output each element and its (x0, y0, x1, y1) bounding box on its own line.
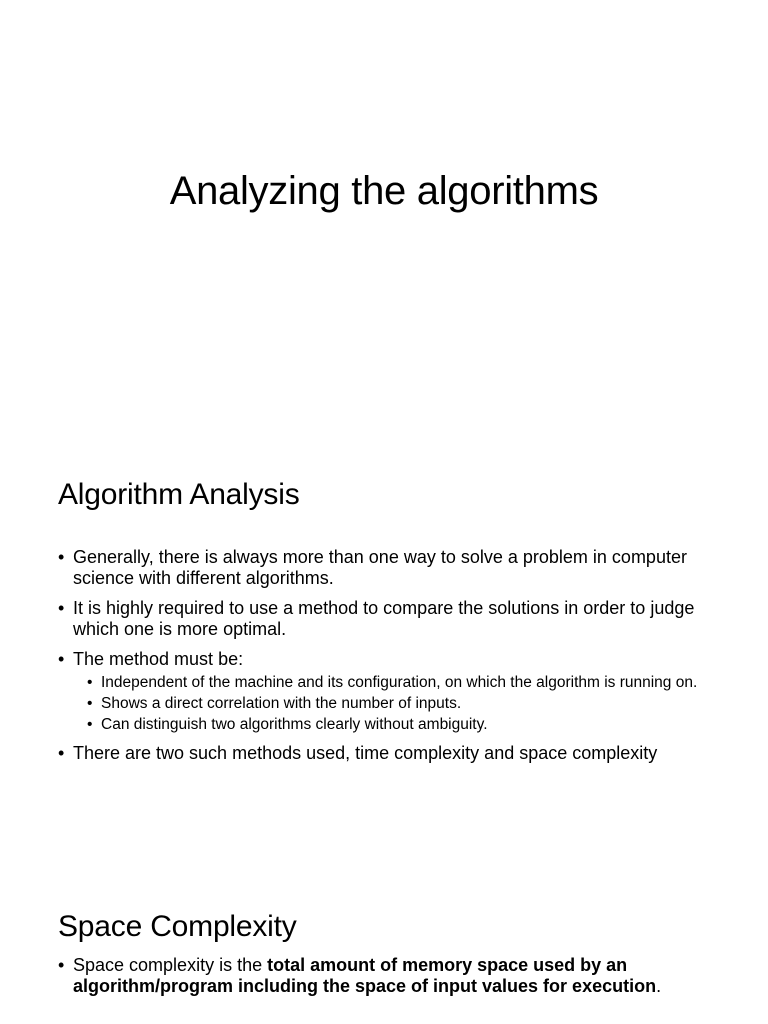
title-slide (0, 0, 768, 432)
bullet-text: The method must be: (73, 649, 244, 669)
bullet-text: It is highly required to use a method to compare the solutions in order to judge which one is more optimal. (73, 598, 695, 639)
sub-bullet-text: Shows a direct correlation with the number of inputs. (101, 695, 462, 712)
bullet-icon: • (58, 598, 65, 618)
slide-heading: Space Complexity (58, 910, 297, 943)
space-complexity-slide (0, 864, 768, 1024)
bullet-icon: • (58, 649, 65, 669)
bullet-icon: • (58, 743, 65, 763)
slide-heading: Algorithm Analysis (58, 478, 300, 511)
bullet-item (58, 649, 718, 734)
bullet-item (58, 547, 718, 589)
sub-bullet-item (87, 716, 718, 734)
sub-bullet-list (73, 674, 718, 734)
sub-bullet-text: Can distinguish two algorithms clearly without ambiguity. (101, 716, 488, 733)
bullet-icon: • (58, 955, 65, 975)
bullet-icon: • (87, 716, 93, 733)
bullet-icon: • (87, 674, 93, 691)
bullet-text-lead: Space complexity is the (73, 955, 268, 975)
bullet-icon: • (58, 547, 65, 567)
sub-bullet-item (87, 695, 718, 713)
bullet-item (58, 598, 718, 640)
sub-bullet-item (87, 674, 718, 692)
sub-bullet-text: Independent of the machine and its configuration, on which the algorithm is running on. (101, 674, 698, 691)
slide-title: Analyzing the algorithms (169, 169, 599, 213)
bullet-icon: • (87, 695, 93, 712)
algorithm-analysis-slide (0, 432, 768, 864)
bullet-text: Generally, there is always more than one way to solve a problem in computer science with different algorithms. (73, 547, 687, 588)
bullet-list (58, 955, 718, 1006)
bullet-text: There are two such methods used, time complexity and space complexity (73, 743, 658, 763)
bullet-text-bold: total amount of memory space used by an algorithm/program including the space of input values for execution (73, 955, 657, 996)
bullet-item (58, 743, 718, 764)
bullet-list (58, 547, 718, 773)
bullet-text-tail: . (656, 976, 662, 996)
bullet-item (58, 955, 718, 997)
